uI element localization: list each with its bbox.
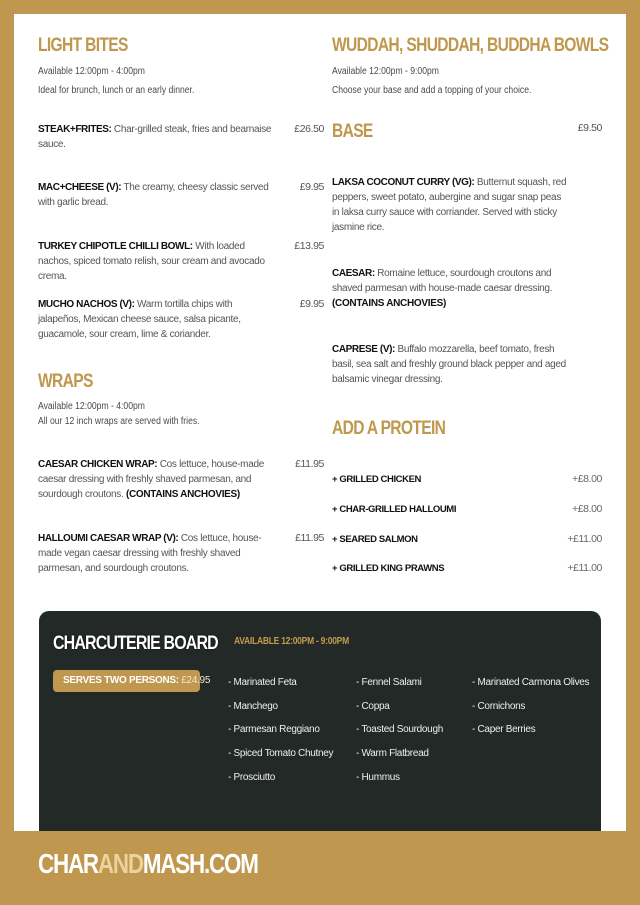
board-item: - Spiced Tomato Chutney [228, 748, 334, 760]
item-name: STEAK+FRITES: [38, 124, 112, 135]
bowl-item-caprese [332, 342, 602, 387]
item-price: £26.50 [294, 123, 324, 135]
item-price: £11.95 [295, 458, 324, 470]
item-description: Char-grilled steak, fries and bearnaise sauce. [38, 124, 272, 150]
item-description: Romaine lettuce, sourdough croutons and shaved parmesan with house-made caesar dressing. [332, 268, 553, 294]
menu-item-turkey-chilli-bowl [38, 239, 324, 284]
protein-price: +£11.00 [567, 562, 602, 574]
item-price: £11.95 [295, 532, 324, 544]
base-price: £9.50 [577, 122, 602, 134]
board-item: - Hummus [356, 771, 400, 783]
serves-label: SERVES TWO PERSONS: [63, 675, 179, 686]
menu-item-mac-cheese [38, 180, 324, 210]
item-description: Buffalo mozzarella, beef tomato, fresh basil, sea salt and freshly ground black pepper and aged balsamic vinegar dressing. [332, 344, 566, 385]
protein-name: + CHAR-GRILLED HALLOUMI [332, 504, 457, 515]
item-description: Cos lettuce, house-made caesar dressing with freshly shaved parmesan, and sourdough croutons. [38, 459, 264, 500]
charcuterie-title: CHARCUTERIE BOARD [53, 633, 218, 654]
logo-mash: MASH.COM [142, 848, 258, 879]
bowls-note: Choose your base and add a topping of your choice. [332, 85, 532, 96]
item-price: £9.95 [299, 181, 324, 193]
board-item: - Caper Berries [472, 724, 536, 736]
bowls-title: WUDDAH, SHUDDAH, BUDDHA BOWLS [332, 35, 609, 56]
item-price: £9.95 [299, 298, 324, 310]
board-list-col-2 [356, 671, 443, 790]
menu-panel [14, 14, 626, 831]
board-list-col-3 [472, 671, 589, 742]
item-description: The creamy, cheesy classic served with garlic bread. [38, 182, 269, 208]
item-description: Butternut squash, red peppers, sweet potato, aubergine and sugar snap peas in laksa curry sauce with corriander. Served with sticky jasmine rice. [332, 177, 567, 233]
item-name: CAESAR CHICKEN WRAP: [38, 459, 158, 470]
menu-item-steak-frites [38, 122, 324, 152]
protein-price: +£8.00 [571, 503, 602, 515]
item-name: MUCHO NACHOS (V): [38, 299, 135, 310]
item-description: Warm tortilla chips with jalapeños, Mexican cheese sauce, salsa picante, guacamole, sour cream, lime & coriander. [38, 299, 241, 340]
logo-char: CHAR [38, 848, 98, 879]
wraps-availability: Available 12:00pm - 4:00pm [38, 401, 145, 412]
board-item: - Toasted Sourdough [356, 724, 443, 736]
protein-title: ADD A PROTEIN [332, 418, 446, 439]
board-item: - Marinated Carmona Olives [472, 677, 590, 688]
item-name: TURKEY CHIPOTLE CHILLI BOWL: [38, 241, 193, 252]
board-list-col-1 [228, 671, 333, 790]
light-bites-availability: Available 12:00pm - 4:00pm [38, 66, 145, 77]
item-name: CAESAR: [332, 268, 375, 279]
protein-row [332, 561, 602, 576]
board-item: - Cornichons [472, 700, 526, 712]
protein-price: +£11.00 [567, 533, 602, 545]
protein-row [332, 472, 602, 487]
footer-logo-link[interactable] [38, 848, 258, 880]
bowls-availability: Available 12:00pm - 9:00pm [332, 66, 439, 77]
menu-item-halloumi-caesar-wrap [38, 531, 324, 576]
protein-row [332, 502, 602, 517]
light-bites-note: Ideal for brunch, lunch or an early dinner. [38, 85, 195, 96]
board-item: - Manchego [228, 700, 278, 712]
board-item: - Warm Flatbread [356, 748, 429, 760]
protein-name: + GRILLED CHICKEN [332, 474, 421, 485]
board-item: - Fennel Salami [356, 677, 422, 688]
protein-name: + GRILLED KING PRAWNS [332, 563, 445, 574]
item-price: £13.95 [294, 240, 324, 252]
charcuterie-availability: AVAILABLE 12:00PM - 9:00PM [234, 636, 349, 647]
board-item: - Parmesan Reggiano [228, 724, 320, 736]
menu-item-caesar-chicken-wrap [38, 457, 324, 502]
protein-price: +£8.00 [571, 473, 602, 485]
allergen-note: (CONTAINS ANCHOVIES) [332, 298, 447, 309]
serves-badge [53, 670, 211, 692]
serves-price: £24.95 [178, 675, 211, 686]
bowl-item-laksa [332, 175, 602, 235]
board-item: - Prosciutto [228, 771, 275, 783]
item-name: CAPRESE (V): [332, 344, 395, 355]
bowl-item-caesar [332, 266, 602, 311]
allergen-note: (CONTAINS ANCHOVIES) [125, 489, 240, 500]
item-name: MAC+CHEESE (V): [38, 182, 122, 193]
protein-row [332, 532, 602, 547]
logo-and: AND [97, 848, 143, 879]
light-bites-title: LIGHT BITES [38, 35, 128, 56]
wraps-title: WRAPS [38, 371, 93, 392]
item-name: HALLOUMI CAESAR WRAP (V): [38, 533, 179, 544]
board-item: - Marinated Feta [228, 677, 297, 688]
menu-item-mucho-nachos [38, 297, 324, 342]
charcuterie-board-panel [39, 611, 601, 831]
protein-name: + SEARED SALMON [332, 534, 418, 545]
item-name: LAKSA COCONUT CURRY (VG): [332, 177, 475, 188]
board-item: - Coppa [356, 700, 390, 712]
item-description: With loaded nachos, spiced tomato relish, sour cream and avocado crema. [38, 241, 265, 282]
wraps-note: All our 12 inch wraps are served with fries. [38, 416, 200, 427]
base-title: BASE [332, 121, 373, 142]
item-description: Cos lettuce, house-made vegan caesar dressing with freshly shaved parmesan, and sourdough croutons. [38, 533, 262, 574]
